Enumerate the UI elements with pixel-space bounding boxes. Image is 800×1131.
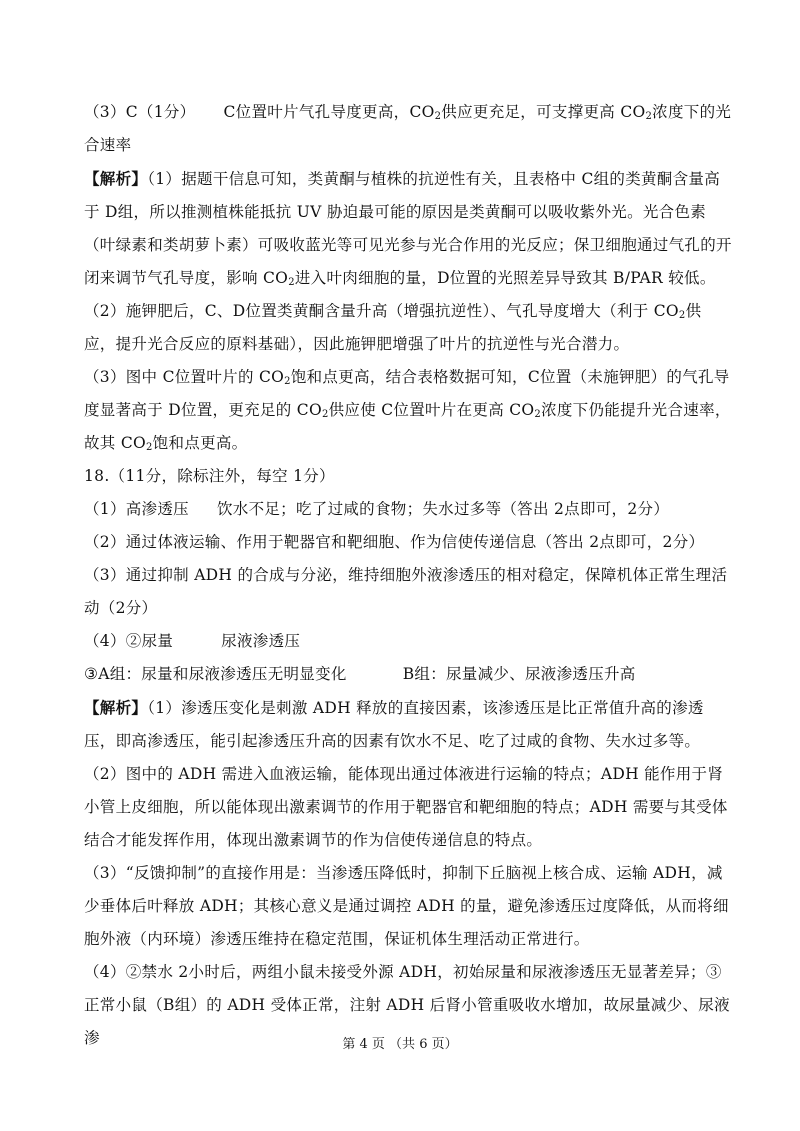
q18-answer-1	[84, 493, 732, 526]
answer-text: 浓度下的光合速率	[84, 103, 732, 154]
analysis-text: 进入叶肉细胞的量，D位置的光照差异导致其 B/PAR 较低。	[294, 269, 716, 287]
analysis-text: 供应，提升光合反应的原料基础），因此施钾肥增强了叶片的抗逆性与光合潜力。	[84, 302, 702, 353]
q17-part3-answer	[84, 96, 732, 162]
analysis-text: （2）施钾肥后，C、D位置类黄酮含量升高（增强抗逆性）、气孔导度增大（利于 CO	[84, 302, 679, 320]
subscript: 2	[321, 409, 329, 420]
analysis-text: （1）据题干信息可知，类黄酮与植株的抗逆性有关，且表格中 C组的类黄酮含量高于 D组，所以推测植株能抵抗 UV 胁迫最可能的原因是类黄酮可以吸收紫外光。光合色素（叶绿素和类胡萝卜素）可吸收蓝光等可见光参与光合作用的光反应；保卫细胞通过气孔的开闭来调节气孔导度，影响 CO	[84, 170, 732, 287]
q18-answer-4	[84, 625, 732, 658]
subscript: 2	[434, 111, 442, 122]
group-b-result: B组：尿量减少、尿液渗透压升高	[402, 665, 636, 683]
subscript: 2	[284, 376, 291, 387]
group-a-result: ③A组：尿量和尿液渗透压无明显变化	[84, 665, 347, 683]
answer-text: 饮水不足；吃了过咸的食物；失水过多等（答出 2点即可，2分）	[216, 500, 670, 518]
subscript: 2	[678, 310, 686, 321]
q18-analysis-part3: （3）“反馈抑制”的直接作用是：当渗透压降低时，抑制下丘脑视上核合成、运输 ADH，减少垂体后叶释放 ADH；其核心意义是通过调控 ADH 的量，避免渗透压过度降低，从而将细胞外液（内环境）渗透压维持在稳定范围，保证机体生理活动正常进行。	[84, 864, 729, 948]
q18-header: 18.（11分，除标注外，每空 1分）	[84, 467, 335, 485]
q18-answer-3: （3）通过抑制 ADH 的合成与分泌，维持细胞外液渗透压的相对稳定，保障机体正常生理活动（2分）	[84, 566, 728, 617]
q17-analysis-part1	[84, 162, 732, 295]
analysis-text: 浓度下仍能提升光合速率，故其 CO	[84, 401, 731, 452]
analysis-tag: 【解析】	[84, 698, 148, 717]
subscript: 2	[645, 111, 653, 122]
analysis-text: 饱和点更高。	[152, 434, 248, 452]
q18-answer-4-groups	[84, 658, 732, 691]
subscript: 2	[534, 409, 542, 420]
q18-answer-2: （2）通过体液运输、作用于靶器官和靶细胞、作为信使传递信息（答出 2点即可，2分）	[84, 533, 705, 551]
analysis-tag: 【解析】	[84, 169, 148, 188]
q18-analysis-part2: （2）图中的 ADH 需进入血液运输，能体现出通过体液进行运输的特点；ADH 能作用于肾小管上皮细胞，所以能体现出激素调节的作用于靶器官和靶细胞的特点；ADH 需要与其受体结合才能发挥作用，体现出激素调节的作为信使传递信息的特点。	[84, 765, 728, 849]
q17-analysis-part2	[84, 295, 732, 361]
page-footer: 第 4 页 （共 6 页）	[342, 1037, 458, 1052]
q18-analysis-part4: （4）②禁水 2小时后，两组小鼠未接受外源 ADH，初始尿量和尿液渗透压无显著差异；③正常小鼠（B组）的 ADH 受体正常，注射 ADH 后肾小管重吸收水增加，故尿量减少、尿液渗	[84, 963, 730, 1047]
analysis-text: （1）渗透压变化是刺激 ADH 释放的直接因素，该渗透压是比正常值升高的渗透压，即高渗透压，能引起渗透压升高的因素有饮水不足、吃了过咸的食物、失水过多等。	[84, 699, 704, 750]
answer-text: 尿液渗透压	[221, 632, 301, 650]
answer-label: （4）②尿量	[84, 632, 174, 650]
analysis-text: 饱和点更高，结合表格数据可知，C位置（未施钾肥）的气孔导度显著高于 D位置，更充足的 CO	[84, 368, 730, 419]
answer-text: C位置叶片气孔导度更高，CO	[223, 103, 435, 121]
analysis-text: 供应使 C位置叶片在更高 CO	[328, 401, 535, 419]
q18-analysis-part1	[84, 691, 732, 758]
q17-analysis-part3	[84, 361, 732, 460]
document-page	[84, 96, 732, 1055]
answer-label: （3）C（1分）	[84, 103, 196, 121]
analysis-text: （3）图中 C位置叶片的 CO	[84, 368, 285, 386]
subscript: 2	[146, 442, 153, 453]
answer-label: （1）高渗透压	[84, 500, 189, 518]
subscript: 2	[288, 277, 295, 288]
answer-text: 供应更充足，可支撑更高 CO	[441, 103, 646, 121]
